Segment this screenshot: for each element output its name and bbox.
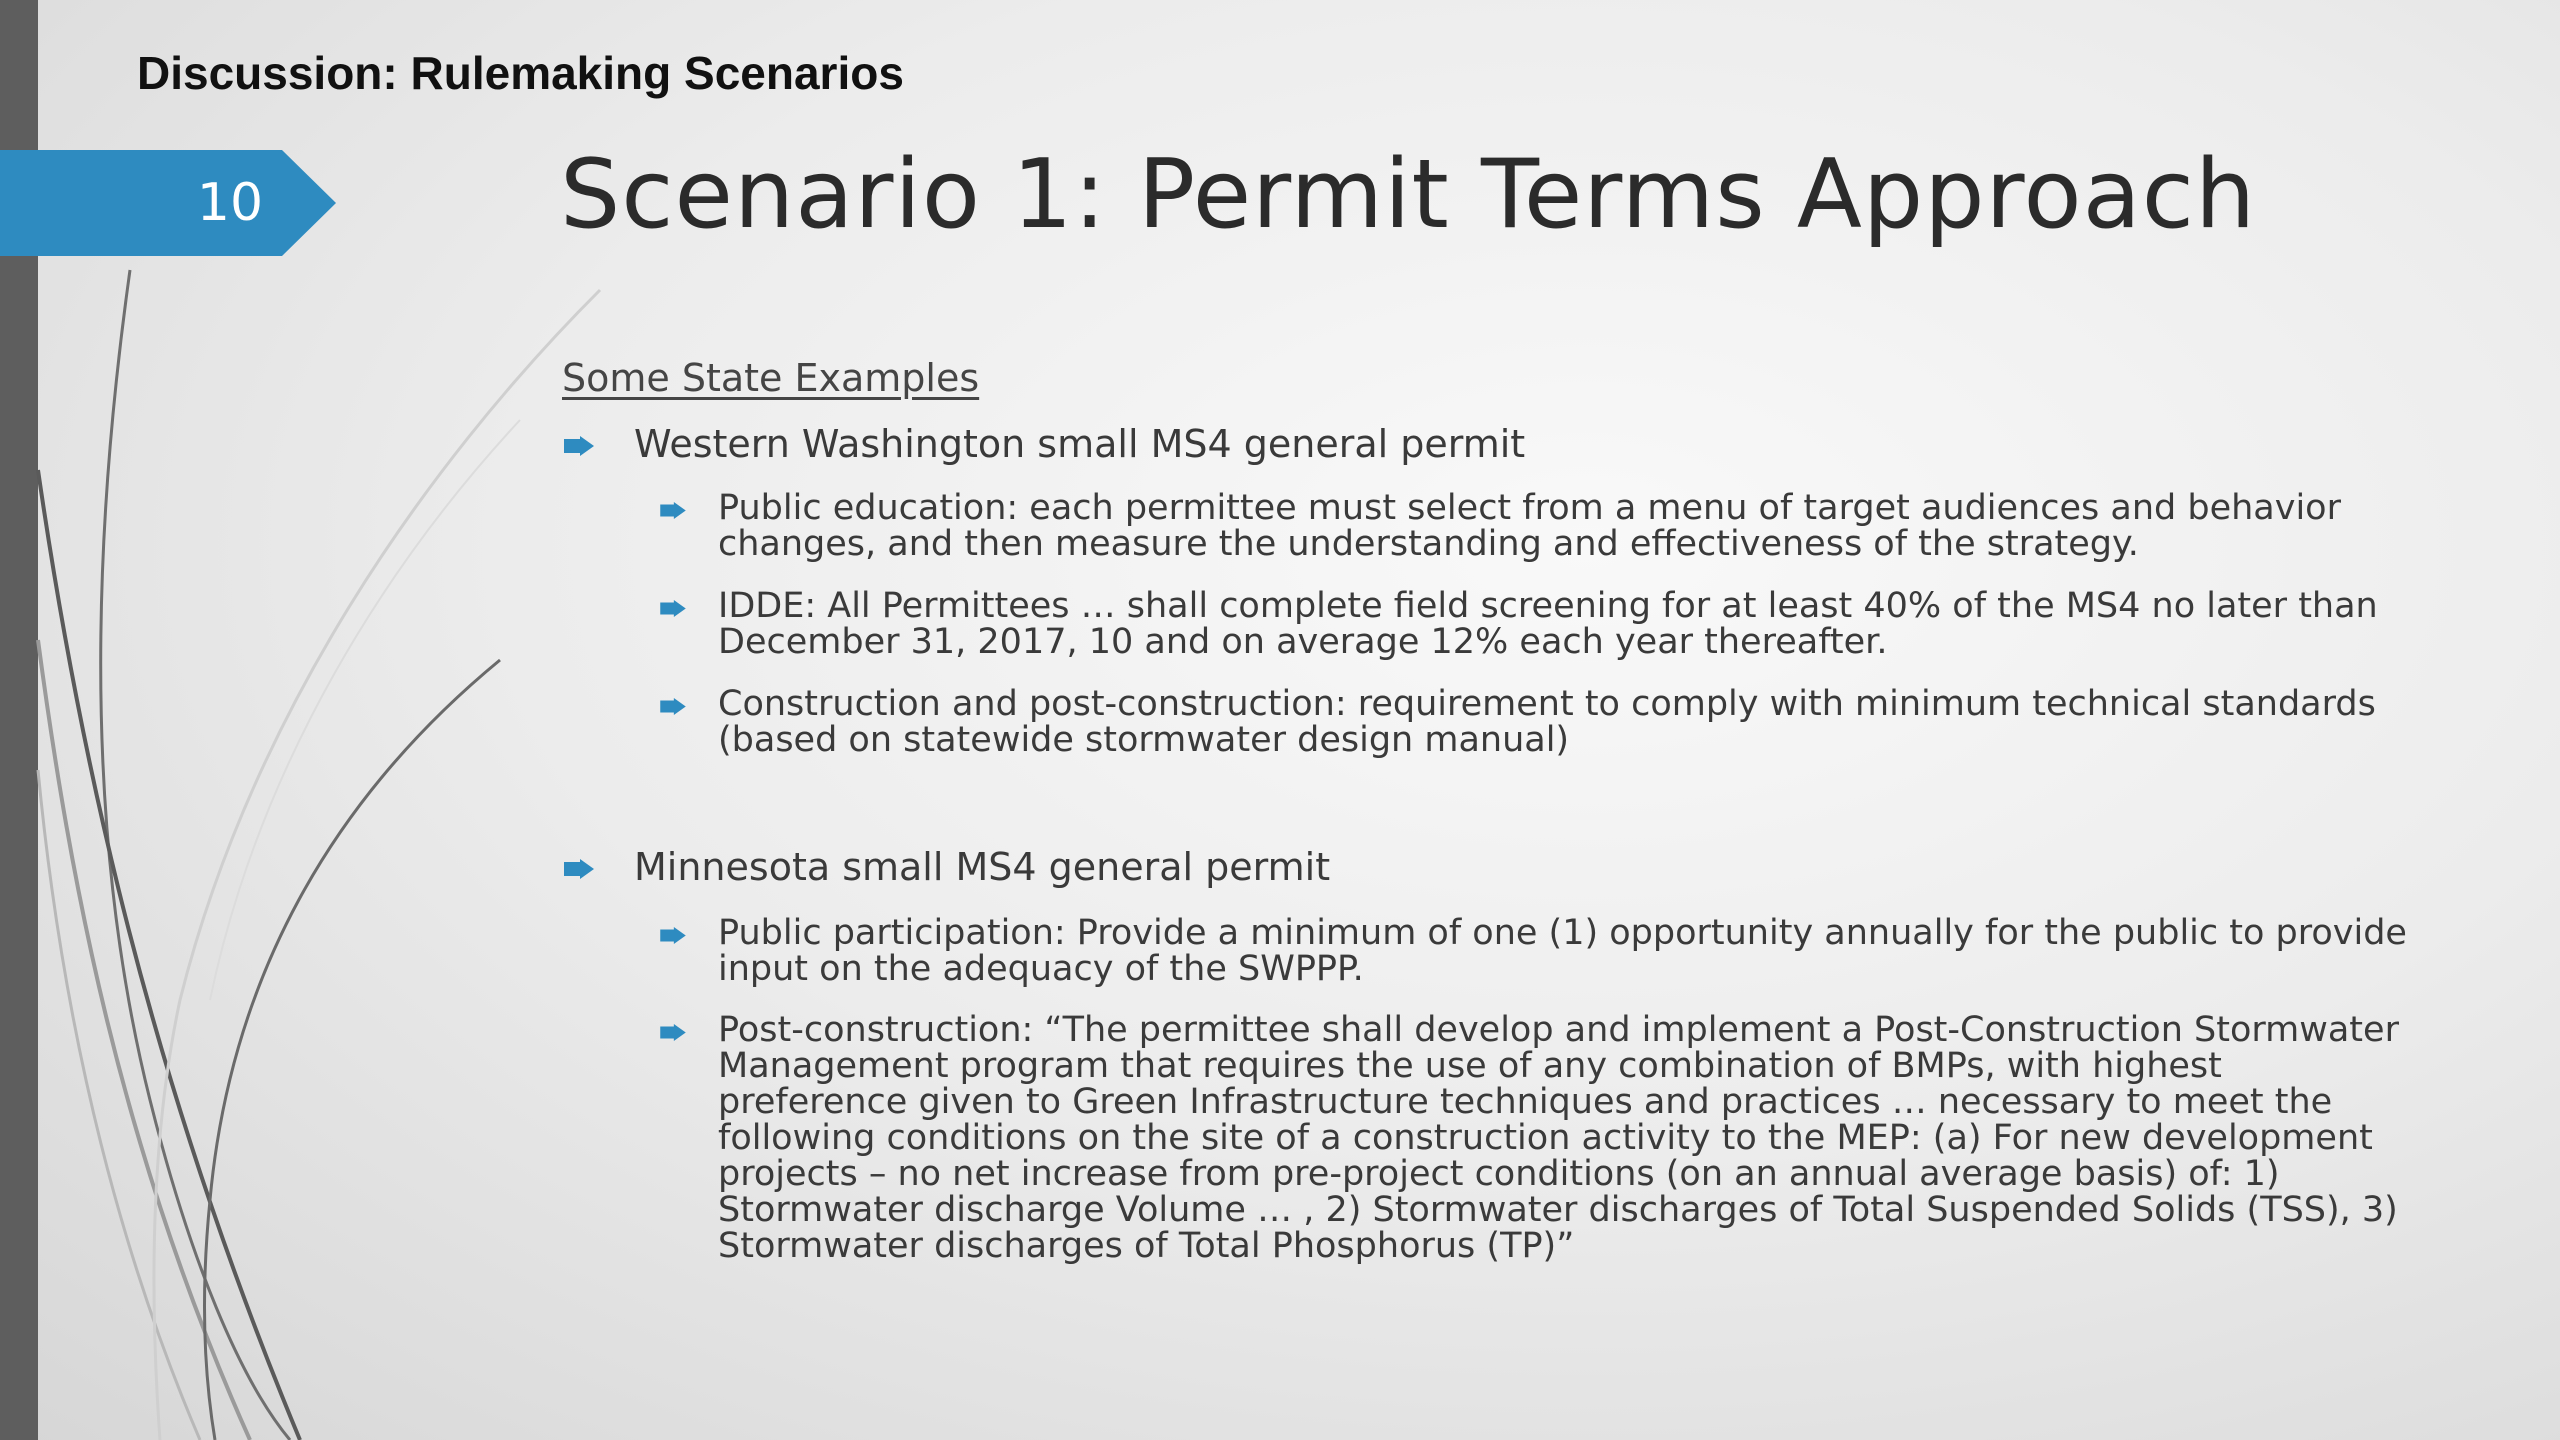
slide-number-badge	[0, 150, 336, 256]
list-item	[660, 490, 2420, 562]
arrow-bullet-icon	[660, 600, 686, 617]
list-item	[660, 915, 2420, 987]
arrow-bullet-icon	[660, 927, 686, 944]
list-item	[660, 588, 2420, 660]
slide-header: Discussion: Rulemaking Scenarios	[137, 47, 904, 99]
slide-title: Scenario 1: Permit Terms Approach	[560, 140, 2257, 250]
list-item	[660, 1012, 2420, 1264]
slide-number: 10	[196, 173, 264, 233]
list-item-text: IDDE: All Permittees … shall complete field screening for at least 40% of the MS4 no later than December 31, 2017, 10 and on average 12% each year thereafter.	[718, 586, 2378, 662]
section-heading: Some State Examples	[562, 356, 980, 400]
arrow-bullet-icon	[660, 698, 686, 715]
group-label: Minnesota small MS4 general permit	[634, 845, 1331, 889]
arrow-bullet-icon	[564, 436, 594, 456]
arrow-bullet-icon	[660, 1024, 686, 1041]
arrow-bullet-icon	[564, 859, 594, 879]
list-item	[660, 686, 2420, 758]
list-item-text: Public participation: Provide a minimum of one (1) opportunity annually for the public to provide input on the adequacy of the SWPPP.	[718, 913, 2407, 989]
list-item-text: Construction and post-construction: requirement to comply with minimum technical standards (based on statewide stormwater design manual)	[718, 684, 2376, 760]
arrow-bullet-icon	[660, 502, 686, 519]
list-item-text: Post-construction: “The permittee shall develop and implement a Post-Construction Stormwater Management program that requires the use of any combination of BMPs, with highest preference given to Green Infrastructure techniques and practices … necessary to meet the following conditions on the site of a construction activity to the MEP: (a) For new development projects – no net increase from pre-project conditions (on an annual average basis) of: 1) Stormwater discharge Volume … , 2) Stormwater discharges of Total Suspended Solids (TSS), 3) Stormwater discharges of Total Phosphorus (TP)”	[718, 1010, 2399, 1266]
list-item-text: Public education: each permittee must select from a menu of target audiences and behavior changes, and then measure the understanding and effectiveness of the strategy.	[718, 488, 2341, 564]
group-label: Western Washington small MS4 general permit	[634, 422, 1526, 466]
